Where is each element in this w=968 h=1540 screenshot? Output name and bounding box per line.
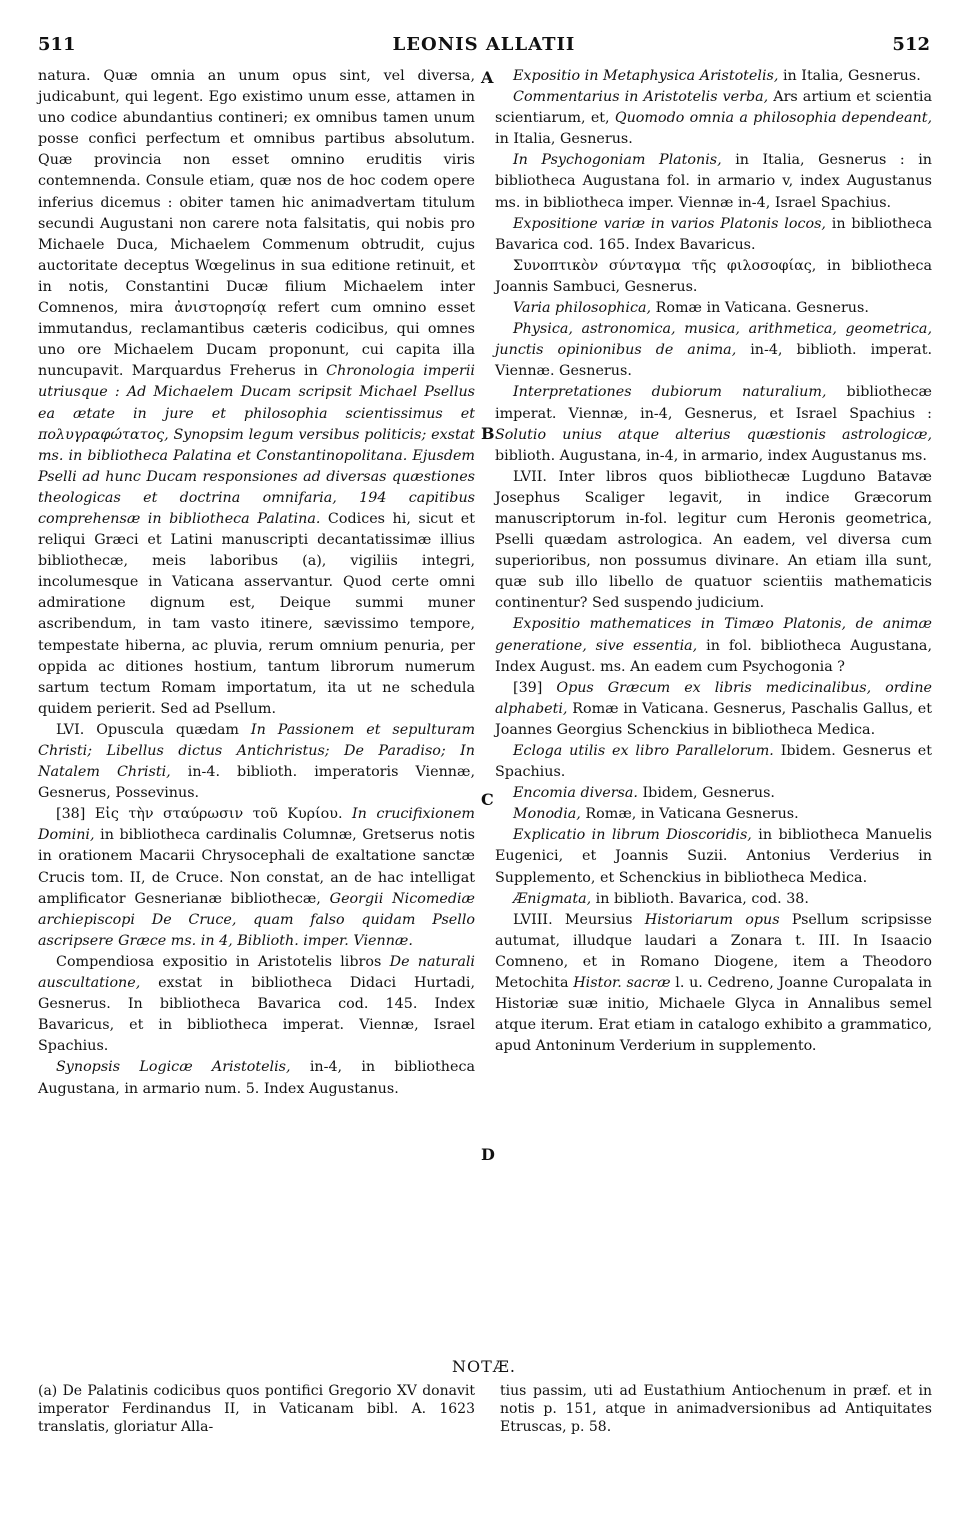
text-run: in Italia, Gesnerus. [495,131,633,148]
text-run: in-4, in bibliotheca Augustana, in armario num. 5. Index Augustanus. [38,1059,475,1097]
italic-run: Solutio unius atque alterius quæstionis astrologicæ, [495,426,932,443]
entry-interpretationes [495,382,932,466]
italic-run: Opus Græcum ex libris medicinalibus, ordine alphabeti, [495,679,932,717]
italic-run: Encomia diversa. [513,785,638,802]
text-run: Compendiosa expositio in Aristotelis libros [56,953,390,970]
text-run: in Italia, Gesnerus : in bibliotheca Augustana fol. in armario v, index Augustanus ms. in bibliotheca imper. Viennæ in-4, Israel Spachius. [495,152,932,211]
text-run: Ibidem. Gesnerus et Spachius. [495,743,932,781]
paragraph-38 [38,804,475,952]
right-column [495,66,932,1057]
text-run: Ars artium et scientia scientiarum, et, [495,89,932,127]
footnote-left [38,1382,475,1436]
text-run: natura. Quæ omnia an unum opus sint, vel diversa, judicabunt, qui legent. Ego existimo unum esse, attamen in uno codice abundantius contineri; ex omnibus tamen unum posse confici perfectum et omnibus partibus absolutum. Quæ provincia non esset omnino eruditis viris contemnenda. Consule etiam, quæ nos de hoc codem opere inferius dicemus : obiter tamen hic animadvertam titulum secundi Augustani non carere nota falsitatis, qui nobis pro Michaele Duca, Michaelem Commenum obtrudit, cujus auctoritate deceptus Wœgelinus in sua editione retinuit, et in notis, Constantini Ducæ filium Michaelem inter Comnenos, mira ἀνιστορησίᾳ refert cum omnino esset immutandus, reclamantibus cæteris codicibus, qui omnes uno ore Michaelem Ducam proponunt, cui capita illa nuncupavit. Marquardus Freherus in [38,68,475,380]
page-header [38,34,930,58]
text-run: Ibidem, Gesnerus. [637,785,775,802]
paragraph-lvii [495,467,932,615]
entry-dioscoridis [495,825,932,888]
italic-run: Quomodo omnia a philosophia dependeant, [614,110,932,127]
italic-run: In Passionem et sepulturam Christi; Libellus dictus Antichristus; De Paradiso; In Natalem Christi, [38,721,475,781]
text-run: in bibliotheca Manuelis Eugenici, et Joannis Suzii. Antonius Verderius in Supplemento, et Schenckius in bibliotheca Medica. [495,827,932,886]
paragraph-lviii [495,910,932,1058]
entry-ecloga [495,741,932,783]
text-run: exstat in bibliotheca Didaci Hurtadi, Gesnerus. In bibliotheca Bavarica cod. 145. Index Bavaricus, et in bibliotheca imperat. Viennæ, Israel Spachius. [38,975,475,1055]
entry-timaeo [495,614,932,677]
text-run: LVI. Opuscula quædam [56,721,251,738]
entry-39 [495,678,932,741]
italic-run: Historiarum opus [644,911,780,928]
text-run: in Italia, Gesnerus. [778,68,921,84]
text-run: Codices hi, sicut et reliqui Græci et Latini manuscripti decantatissimæ illius bibliothecæ, meis laboribus (a), vigiliis integri, incolumesque in Vaticana asservantur. Quod certe omni admiratione dignum est, Deique summi muner ascribendum, in tam vasto itinere, sævissimo tempore, tempestate hiberna, ac pluvia, rerum omnium penuria, per oppida ac ditiones hostium, tantum librorum numerum sartum tectum Romam importatum, ita ut ne schedula quidem perierit. Sed ad Psellum. [38,510,475,717]
margin-marker-d: D [481,1145,495,1164]
margin-marker-c: C [481,790,494,809]
entry-metaphysica [495,66,932,87]
footnote-text: (a) De Palatinis codicibus quos pontifici Gregorio XV donavit imperator Ferdinandus II, in Vaticanam bibl. A. 1623 translatis, gloriatur Alla- [38,1383,475,1435]
text-run: Romæ in Vaticana. Gesnerus, Paschalis Gallus, et Joannes Georgius Schenckius in bibliotheca Medica. [495,700,932,738]
paragraph-synopsis [38,1057,475,1099]
italic-run: In Psychogoniam Platonis, [513,152,722,169]
italic-run: Physica, astronomica, musica, arithmetica, geometrica, junctis opinionibus de anima, [495,321,932,359]
italic-run: Explicatio in librum Dioscoridis, [513,827,752,844]
text-run: Romæ in Vaticana. Gesnerus. [651,300,869,317]
text-run: [39] [513,679,557,696]
text-run: in-4, biblioth. imperat. Viennæ. Gesnerus. [495,342,932,380]
italic-run: Varia philosophica, [513,300,652,317]
italic-run: Histor. sacræ [573,975,671,992]
text-run: Psellum scripsisse autumat, illudque laudari a Zonara t. III. In Isaacio Comneno, et in Romano Diogene, item a Theodoro Metochita [495,911,933,992]
text-run: Συνοπτικὸν σύνταγμα τῆς φιλοσοφίας, [513,257,817,274]
notes-heading: NOTÆ. [452,1357,516,1376]
text-run: l. u. Cedreno, Joanne Curopalata in Historiæ suæ initio, Michaele Glyca in Annalibus semel atque iterum. Erat etiam in catalogo exhibito a grammatico, apud Antoninum Verderium in supplemento. [495,975,932,1055]
margin-marker-a: A [481,68,494,87]
italic-run: Ecloga utilis ex libro Parallelorum. [513,743,774,759]
text-run: in bibliotheca Joannis Sambuci, Gesnerus. [495,257,932,295]
page-number-right: 512 [892,34,930,55]
text-run: in bibliotheca cardinalis Columnæ, Gretserus notis in orationem Macarii Chrysocephali de exaltatione sanctæ Crucis tom. II, de Cruce. Non constat, an de hac intelligat amplificator Gesnerianæ bibliothecæ, [38,827,475,907]
footnote-right [500,1382,932,1436]
margin-marker-b: B [481,424,495,443]
page-number-left: 511 [38,34,76,55]
italic-run: Commentarius in Aristotelis verba, [513,89,769,106]
entry-platonis-locos [495,214,932,256]
text-run: LVIII. Meursius [513,911,645,928]
entry-aenigmata [495,889,932,910]
text-run: in fol. bibliotheca Augustana, Index August. ms. An eadem cum Psychogonia ? [495,637,932,675]
italic-run: Synopsis Logicæ Aristotelis, [56,1059,291,1076]
text-run: in biblioth. Bavarica, cod. 38. [591,890,809,907]
text-run: Romæ, in Vaticana Gesnerus. [580,806,799,823]
italic-run: Expositio mathematices in Timæo Platonis, de animæ generatione, sive essentia, [495,616,932,654]
italic-run: Georgii Nicomediæ archiepiscopi De Cruce, quam falso quidam Psello ascripsere Græce ms. in 4, Biblioth. imper. Viennæ. [38,890,475,949]
text-run: LVII. Inter libros quos bibliothecæ Lugduno Batavæ Josephus Scaliger legavit, in indice Græcorum manuscriptorum in-fol. legitur cum Heronis geometrica, Pselli quædam astrologica. An eadem, vel diversa cum superioribus, non possumus divinare. An etiam illa sunt, quæ sub illo libello de quatuor scientiis mathematicis continentur? Sed suspendo judicium. [495,468,932,612]
entry-encomia [495,783,932,804]
paragraph-compendiosa [38,952,475,1057]
entry-varia [495,298,932,319]
italic-run: Monodia, [513,806,581,823]
text-run: biblioth. Augustana, in-4, in armario, index Augustanus ms. [495,447,927,464]
text-run: [38] Εἰς τὴν σταύρωσιν τοῦ Κυρίου. [56,806,353,823]
entry-physica [495,319,932,382]
text-run: in bibliotheca Bavarica cod. 165. Index Bavaricus. [495,215,932,253]
italic-run: Interpretationes dubiorum naturalium, [513,384,827,401]
entry-syntagma [495,256,932,298]
italic-run: Ænigmata, [513,890,592,907]
italic-run: Chronologia imperii utriusque : Ad Michaelem Ducam scripsit Michael Psellus ea ætate in jure et philosophia scientissimus et πολυγραφώτατος, Synopsim legum versibus politicis; exstat ms. in bibliotheca Palatina et Constantinopolitana. Ejusdem Pselli ad hunc Ducam responsiones ad diversas quæstiones theologicas et doctrina omnifaria, 194 capitibus comprehensæ in bibliotheca Palatina. [38,363,475,527]
italic-run: De naturali auscultatione, [38,953,475,992]
text-run: bibliothecæ imperat. Viennæ, in-4, Gesnerus, et Israel Spachius : [495,384,932,422]
entry-commentarius [495,87,932,150]
footnote-text: tius passim, uti ad Eustathium Antiochenum in præf. et in notis p. 151, atque in animadversionibus ad Antiquitates Etruscas, p. 58. [500,1383,932,1435]
entry-psychogonia [495,150,932,213]
italic-run: Expositio in Metaphysica Aristotelis, [513,68,779,84]
entry-monodia [495,804,932,825]
text-run: in-4. biblioth. imperatoris Viennæ, Gesnerus, Possevinus. [38,764,475,802]
paragraph-lvi [38,720,475,804]
italic-run: Expositione variæ in varios Platonis locos, [513,215,826,232]
italic-run: In crucifixionem Domini, [38,806,475,844]
paragraph-continuation [38,66,475,720]
left-column [38,66,475,1100]
running-title: LEONIS ALLATII [392,34,576,55]
